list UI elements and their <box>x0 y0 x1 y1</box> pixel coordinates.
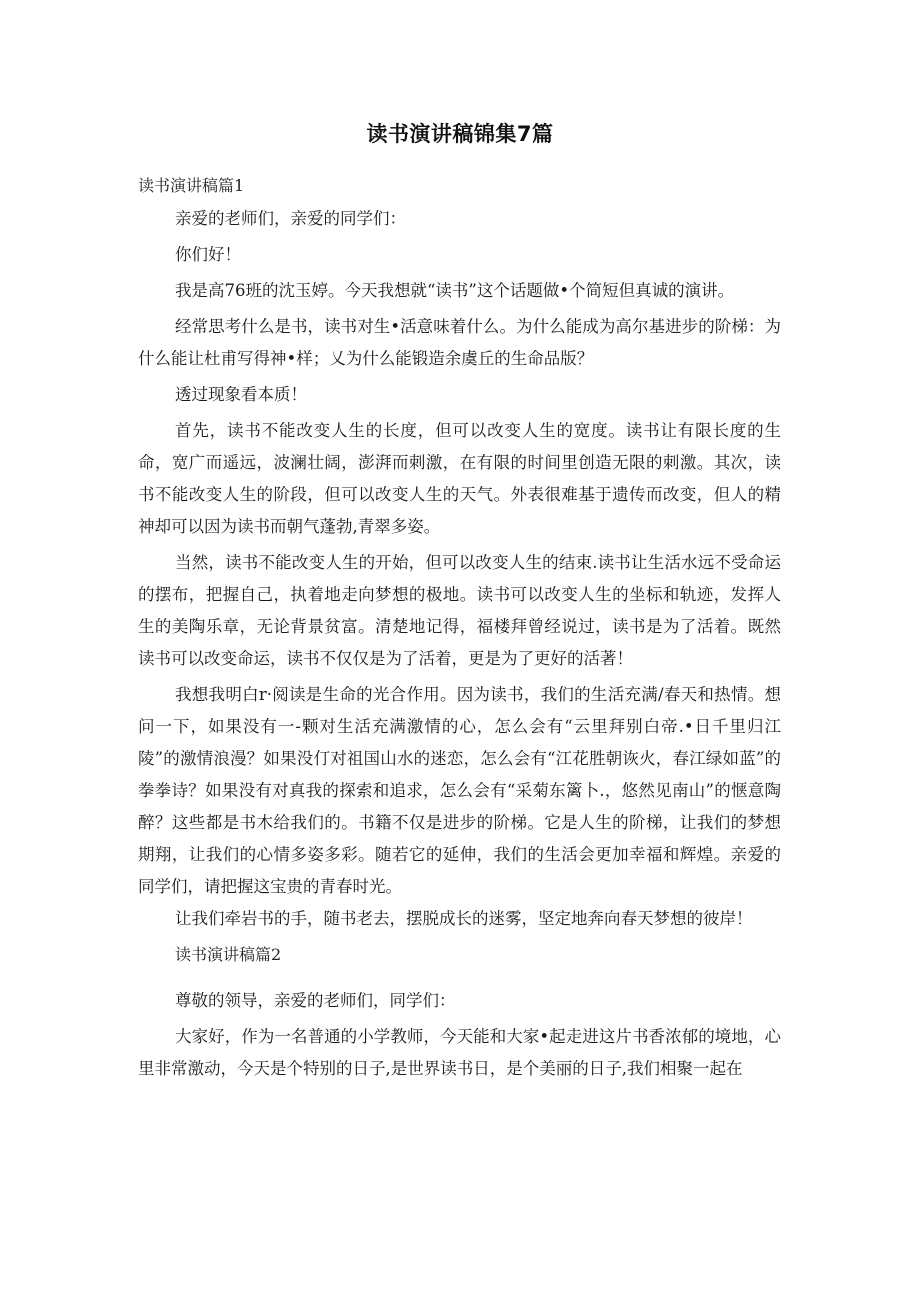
document-body <box>138 203 781 1089</box>
paragraph-greeting: 你们好！ <box>175 245 241 264</box>
paragraph-first: 首先，读书不能改变人生的长度，但可以改变人生的宽度。读书让有限长度的生命，宽广而遥远，波澜壮阔，澎湃而刺激，在有限的时间里创造无限的刺激。其次，读书不能改变人生的阶段，但可以改变人生的天气。外表很难基于遗传而改变，但人的精神却可以因为读书而朝气蓬勃,青翠多姿。 <box>138 421 781 536</box>
section-heading-1: 读书演讲稿篇1 <box>138 176 245 195</box>
paragraph-opening-2: 大家好，作为一名普通的小学教师，今天能和大家•起走进这片书香浓郁的境地，心里非常激动，今天是个特别的日子,是世界读书日，是个美丽的日子,我们相聚一起在 <box>138 1027 781 1078</box>
paragraph-closing: 让我们牵岩书的手，随书老去，摆脱成长的迷雾，坚定地奔向春天梦想的彼岸！ <box>175 909 753 928</box>
paragraph-photosynthesis: 我想我明白r·阅读是生命的光合作用。因为读书，我们的生活充满/春天和热情。想问一下，如果没有一-颗对生活充满激情的心，怎么会有“云里拜别白帝.•日千里归江陵”的激情浪漫？如果没仃对祖国山水的迷恋，怎么会有“江花胜朝诙火，春江绿如蓝”的拳拳诗？如果没有对真我的探索和追求，怎么会有“采菊东篱卜.，悠然见南山”的惬意陶醉？这些都是书木给我们的。书籍不仅是进步的阶梯。它是人生的阶梯，让我们的梦想期翔，让我们的心情多姿多彩。随若它的延伸，我们的生活会更加幸福和辉煌。亲爱的同学们，请把握这宝贵的青春时光。 <box>138 685 781 896</box>
paragraph-of-course: 当然，读书不能改变人生的开始，但可以改变人生的结束.读书让生活水远不受命运的摆布，把握自己，执着地走向梦想的极地。读书可以改变人生的坐标和轨迹，发挥人生的美陶乐章，无论背景贫富。清楚地记得，福楼拜曾经说过，读书是为了活着。既然读书可以改变命运，读书不仅仅是为了活着，更是为了更好的活著！ <box>138 553 781 668</box>
paragraph-intro: 我是高76班的沈玉婷。今天我想就“读书”这个话题做•个简短但真诚的演讲。 <box>175 281 735 300</box>
paragraph-essence: 透过现象看本质！ <box>175 385 307 404</box>
paragraph-salutation-2: 尊敬的领导，亲爱的老师们，同学们： <box>175 991 456 1010</box>
section-heading-2: 读书演讲稿篇2 <box>175 945 282 964</box>
document-title: 读书演讲稿锦集7篇 <box>366 122 554 146</box>
paragraph-salutation: 亲爱的老师们，亲爱的同学们： <box>175 209 406 228</box>
paragraph-question: 经常思考什么是书，读书对生•活意味着什么。为什么能成为高尔基进步的阶梯：为什么能让杜甫写得神•样；乂为什么能锻造余虞丘的生命品版？ <box>138 317 781 368</box>
